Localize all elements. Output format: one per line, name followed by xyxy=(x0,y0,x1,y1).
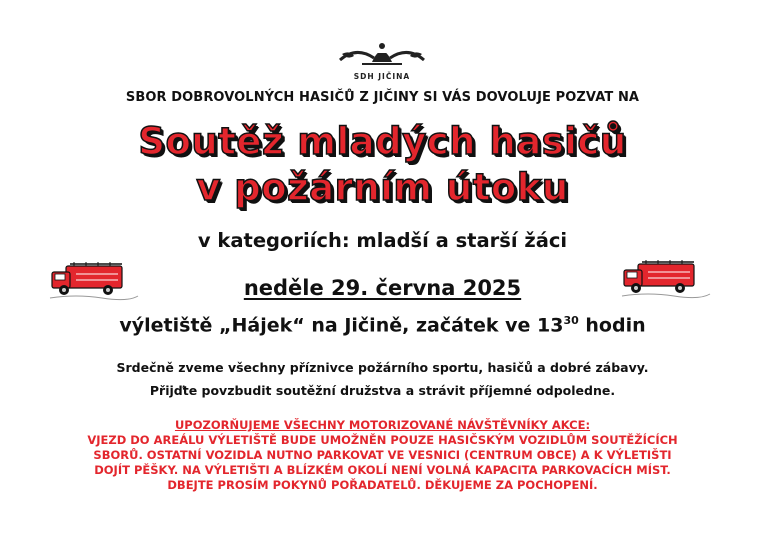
notice-line: VJEZD DO AREÁLU VÝLETIŠTĚ BUDE UMOŽNĚN POUZE HASIČSKÝM VOZIDLŮM SOUTĚŽÍCÍCH xyxy=(87,433,678,447)
parking-notice xyxy=(50,418,715,493)
venue-suffix: hodin xyxy=(578,314,646,337)
venue-text: výletiště „Hájek“ na Jičině, začátek ve 13 xyxy=(119,314,564,337)
venue-time-minutes: 30 xyxy=(563,314,579,327)
categories-line: v kategoriích: mladší a starší žáci xyxy=(197,229,568,252)
notice-line: DOJÍT PĚŠKY. NA VÝLETIŠTI A BLÍZKÉM OKOLÍ NENÍ VOLNÁ KAPACITA PARKOVACÍCH MÍST. xyxy=(94,463,671,477)
notice-heading: UPOZORŇUJEME VŠECHNY MOTORIZOVANÉ NÁVŠTĚVNÍKY AKCE: xyxy=(174,418,591,432)
event-date: neděle 29. června 2025 xyxy=(243,276,522,300)
notice-line: DBEJTE PROSÍM POKYNŮ POŘADATELŮ. DĚKUJEME ZA POCHOPENÍ. xyxy=(167,478,598,492)
firefighter-emblem-icon xyxy=(332,36,432,72)
event-title-line-2: v požárním útoku xyxy=(196,166,569,209)
invite-line: SBOR DOBROVOLNÝCH HASIČŮ Z JIČINY SI VÁS DOVOLUJE POZVAT NA xyxy=(125,90,640,105)
invitation-line-1: Srdečně zveme všechny příznivce požárního sportu, hasičů a dobré zábavy. xyxy=(116,360,649,375)
notice-line: SBORŮ. OSTATNÍ VOZIDLA NUTNO PARKOVAT VE VESNICI (CENTRUM OBCE) A K VÝLETIŠTI xyxy=(93,448,672,462)
sdh-logo xyxy=(332,36,432,84)
event-title-line-1: Soutěž mladých hasičů xyxy=(138,120,627,163)
logo-text: SDH JIČINA xyxy=(353,72,411,81)
invitation-line-2: Přijďte povzbudit soutěžní družstva a strávit příjemné odpoledne. xyxy=(149,383,616,398)
event-venue xyxy=(0,314,765,336)
